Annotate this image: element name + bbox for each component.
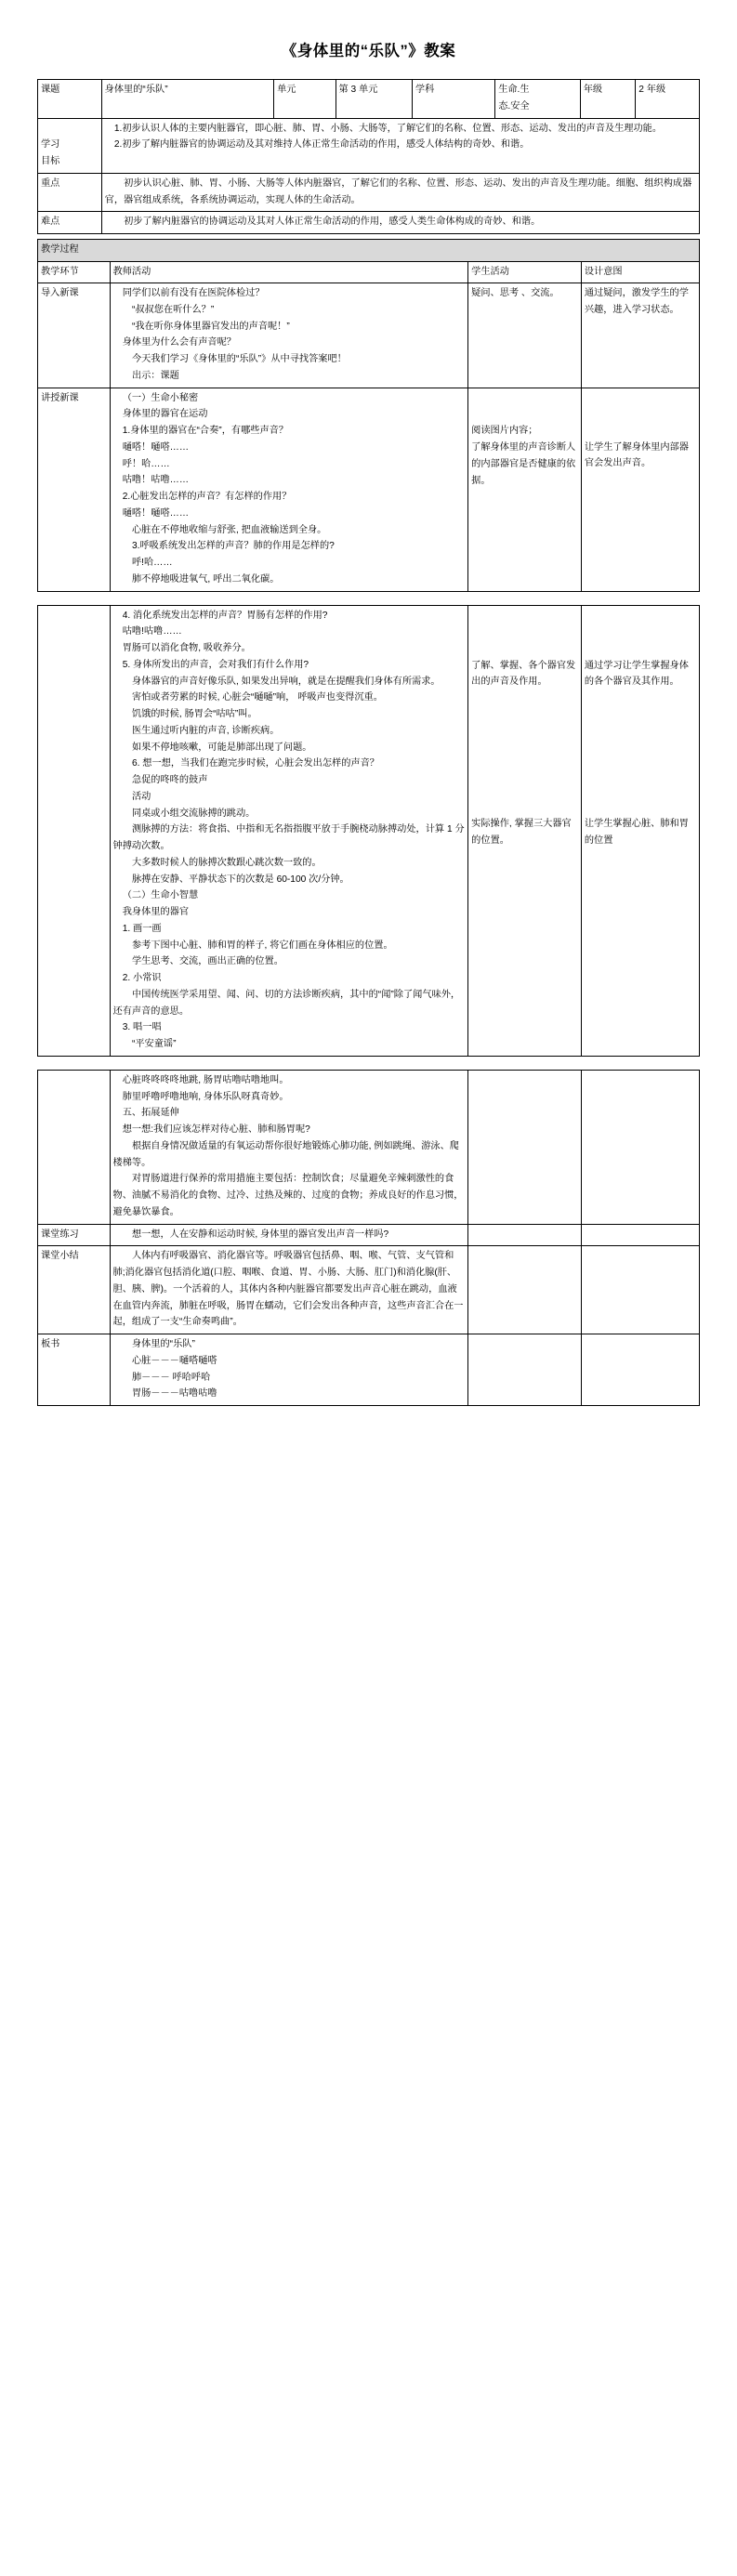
value-grade: 2 年级 xyxy=(636,80,700,119)
teacher-line: 如果不停地咳嗽，可能是肺部出现了问题。 xyxy=(131,742,312,753)
teacher-line: 1. 画一画 xyxy=(122,923,162,934)
teacher-line: 3.呼吸系统发出怎样的声音？肺的作用是怎样的? xyxy=(131,541,335,552)
intent-line: 让学生了解身体里内部器官会发出声音。 xyxy=(584,441,689,469)
page-break-2 xyxy=(37,1057,700,1070)
teacher-line: 害怕或者劳累的时候, 心脏会“嗵嗵”响， 呼吸声也变得沉重。 xyxy=(131,692,383,703)
teacher-line: 同桌或小组交流脉搏的跳动。 xyxy=(131,808,256,819)
teacher-line: 对胃肠道进行保养的常用措施主要包括：控制饮食；尽量避免辛辣刺激性的食物、油腻不易消化的食物、过冷、过热及辣的、过度的食物；养成良好的作息习惯，避免暴饮暴食。 xyxy=(112,1174,464,1217)
teacher-line: 身体里为什么会有声音呢？ xyxy=(122,337,236,348)
teacher-line: “平安童谣” xyxy=(131,1039,177,1050)
teacher-line: 想一想:我们应该怎样对待心脏、肺和肠胃呢? xyxy=(122,1124,310,1136)
table-row xyxy=(38,283,700,388)
teacher-line: 根据自身情况做适量的有氧运动帮你很好地锻炼心肺功能, 例如跳绳、游泳、爬楼梯等。 xyxy=(112,1140,459,1168)
teacher-line: 测脉搏的方法：将食指、中指和无名指指腹平放于手腕桡动脉搏动处，计算 1 分钟搏动次数。 xyxy=(112,824,465,852)
table-header-row xyxy=(38,261,700,283)
teacher-activity-teaching-1 xyxy=(110,388,468,591)
objective-item: 2.初步了解内脏器官的协调运动及其对维持人体正常生命活动的作用，感受人体结构的奇妙、和谐。 xyxy=(113,139,530,151)
classroom-summary-cell xyxy=(110,1246,468,1334)
teaching-process-table-part1 xyxy=(37,239,700,592)
teacher-line: 2.心脏发出怎样的声音？有怎样的作用？ xyxy=(122,492,292,503)
label-topic: 课题 xyxy=(38,80,102,119)
teacher-line: “我在听你身体里器官发出的声音呢！” xyxy=(131,321,290,332)
board-line: 身体里的“乐队” xyxy=(131,1339,195,1350)
intent-line: 让学生掌握心脏、肺和胃的位置 xyxy=(584,818,689,846)
teacher-line: 出示：课题 xyxy=(131,370,179,381)
teaching-process-table-part2 xyxy=(37,605,700,1057)
teacher-line: 2. 小常识 xyxy=(122,973,162,984)
difficulty-text: 初步了解内脏器官的协调运动及其对人体正常生命活动的作用，感受人类生命体构成的奇妙、和谐。 xyxy=(124,217,541,228)
teacher-line: 身体器官的声音好像乐队, 如果发出异响，就是在提醒我们身体有所需求。 xyxy=(131,676,441,687)
teacher-activity-page2 xyxy=(110,605,468,1056)
table-row xyxy=(38,1070,700,1224)
teacher-line: 咕噜!咕噜…… xyxy=(122,626,182,637)
table-row xyxy=(38,605,700,1056)
teacher-line: “叔叔您在听什么？” xyxy=(131,304,215,315)
student-activity-page2 xyxy=(468,605,582,1056)
teacher-line: 胃肠可以消化食物, 吸收养分。 xyxy=(122,643,251,654)
page-title: 《身体里的“乐队”》教案 xyxy=(281,43,456,59)
teacher-line: 中国传统医学采用望、闻、问、切的方法诊断疾病，其中的“闻”除了闻气味外，还有声音的意思。 xyxy=(112,989,461,1017)
student-activity-practice xyxy=(468,1224,582,1246)
column-header-intent: 设计意图 xyxy=(581,261,699,283)
value-subject-line2: 态.安全 xyxy=(498,100,530,112)
teacher-line: 肺里呼噜呼噜地响, 身体乐队呀真奇妙。 xyxy=(122,1091,289,1102)
teacher-activity-page3 xyxy=(110,1070,468,1224)
student-line: 疑问、思考 、交流。 xyxy=(471,288,559,299)
board-line: 胃肠－－－咕噜咕噜 xyxy=(131,1388,217,1400)
student-activity-board xyxy=(468,1334,582,1406)
label-subject: 学科 xyxy=(412,80,494,119)
design-intent-page2 xyxy=(581,605,699,1056)
column-header-teacher: 教师活动 xyxy=(110,261,468,283)
teaching-process-table-part3 xyxy=(37,1070,700,1406)
teacher-line: 呼！哈…… xyxy=(122,458,170,469)
teacher-line: 活动 xyxy=(131,791,151,802)
table-row xyxy=(38,212,700,234)
stage-label-intro: 导入新课 xyxy=(38,283,111,388)
table-row xyxy=(38,80,700,119)
label-objectives-line1: 学习 xyxy=(41,139,60,151)
table-row xyxy=(38,1224,700,1246)
table-row xyxy=(38,240,700,262)
table-row xyxy=(38,388,700,591)
table-row xyxy=(38,1246,700,1334)
difficulty-cell xyxy=(101,212,699,234)
teacher-line: 3. 唱一唱 xyxy=(122,1022,162,1033)
teacher-line: 4. 消化系统发出怎样的声音？胃肠有怎样的作用? xyxy=(122,610,328,621)
teacher-line: 1.身体里的器官在“合奏”，有哪些声音？ xyxy=(122,426,289,437)
teacher-line: 参考下图中心脏、肺和胃的样子, 将它们画在身体相应的位置。 xyxy=(131,940,393,951)
design-intent-page3 xyxy=(581,1070,699,1224)
teacher-line: 6. 想一想，当我们在跑完步时候，心脏会发出怎样的声音？ xyxy=(131,758,379,769)
student-activity-page3 xyxy=(468,1070,582,1224)
teacher-line: 急促的咚咚的鼓声 xyxy=(131,775,208,786)
blackboard-design-cell xyxy=(110,1334,468,1406)
design-intent-teaching-1 xyxy=(581,388,699,591)
teacher-line: 饥饿的时候, 肠胃会“咕咕”叫。 xyxy=(131,709,257,720)
teacher-line: （二）生命小智慧 xyxy=(122,890,199,901)
summary-line: 人体内有呼吸器官、消化器官等。呼吸器官包括鼻、咽、喉、气管、支气管和肺;消化器官包括消化道(口腔、咽喉、食道、胃、小肠、大肠、肛门)和消化腺(肝、胆、胰、脾)。一个活着的人，其体内各种内脏器官都要发出声音心脏在跳动，血液在血管内奔流，肺脏在呼吸，肠胃在蠕动，它们会发出各种声音，这些声音汇合在一起，组成了一支“生命奏鸣曲”。 xyxy=(112,1251,464,1328)
key-points-text: 初步认识心脏、肺、胃、小肠、大肠等人体内脏器官，了解它们的名称、位置、形态、运动、发出的声音及生理功能。细胞、组织构成器官，器官组成系统，各系统协调运动，实现人体的生命活动。 xyxy=(104,177,692,205)
lesson-info-table xyxy=(37,79,700,234)
student-line: 了解、掌握、各个器官发出的声音及作用。 xyxy=(471,660,576,688)
teacher-line: 医生通过听内脏的声音, 诊断疾病。 xyxy=(131,725,280,736)
classroom-practice-cell xyxy=(110,1224,468,1246)
stage-label-teaching: 讲授新课 xyxy=(38,388,111,591)
teacher-line: 嗵嗒！嗵嗒…… xyxy=(122,441,190,453)
table-row xyxy=(38,118,700,173)
practice-line: 想一想，人在安静和运动时候, 身体里的器官发出声音一样吗? xyxy=(131,1229,389,1240)
teacher-line: 学生思考、交流，画出正确的位置。 xyxy=(131,956,283,967)
student-activity-summary xyxy=(468,1246,582,1334)
teacher-line: 肺不停地吸进氧气, 呼出二氧化碳。 xyxy=(131,573,280,585)
value-subject-line1: 生命.生 xyxy=(498,85,530,96)
objectives-cell xyxy=(101,118,699,173)
student-line: 阅读图片内容； xyxy=(471,426,538,437)
teacher-line: 我身体里的器官 xyxy=(122,907,190,918)
teacher-activity-intro xyxy=(110,283,468,388)
label-difficulty: 难点 xyxy=(38,212,102,234)
board-line: 肺－－－ 呼哈呼哈 xyxy=(131,1372,211,1383)
teacher-line: （一）生命小秘密 xyxy=(122,392,199,403)
intent-line: 通过学习让学生掌握身体的各个器官及其作用。 xyxy=(584,660,689,688)
stage-label-summary: 课堂小结 xyxy=(38,1246,111,1334)
teacher-line: 同学们以前有没有在医院体检过？ xyxy=(122,288,265,299)
teacher-line: 五、拓展延伸 xyxy=(122,1108,179,1119)
stage-label-continued xyxy=(38,605,111,1056)
stage-label-board: 板书 xyxy=(38,1334,111,1406)
teacher-line: 心脏在不停地收缩与舒张, 把血液输送到全身。 xyxy=(131,524,327,535)
value-unit: 第 3 单元 xyxy=(336,80,412,119)
intent-line: 通过疑问，激发学生的学兴趣，进入学习状态。 xyxy=(584,288,689,315)
teacher-line: 5. 身体所发出的声音，会对我们有什么作用? xyxy=(122,659,309,670)
stage-label-practice: 课堂练习 xyxy=(38,1224,111,1246)
key-points-cell xyxy=(101,173,699,212)
design-intent-intro xyxy=(581,283,699,388)
label-objectives xyxy=(38,118,102,173)
label-objectives-line2: 目标 xyxy=(41,156,60,167)
teacher-line: 大多数时候人的脉搏次数跟心跳次数一致的。 xyxy=(131,857,322,868)
board-line: 心脏－－－嗵嗒嗵嗒 xyxy=(131,1355,217,1366)
column-header-student: 学生活动 xyxy=(468,261,582,283)
label-unit: 单元 xyxy=(274,80,336,119)
design-intent-board xyxy=(581,1334,699,1406)
label-key-points: 重点 xyxy=(38,173,102,212)
student-activity-teaching-1 xyxy=(468,388,582,591)
teacher-line: 今天我们学习《身体里的“乐队”》从中寻找答案吧！ xyxy=(131,354,347,365)
design-intent-summary xyxy=(581,1246,699,1334)
teacher-line: 心脏咚咚咚咚地跳, 肠胃咕噜咕噜地叫。 xyxy=(122,1074,289,1085)
label-grade: 年级 xyxy=(580,80,636,119)
teacher-line: 嗵嗒！嗵嗒…… xyxy=(122,507,190,519)
student-line: 了解身体里的声音诊断人的内部器官是否健康的依据。 xyxy=(471,442,576,486)
page-break-1 xyxy=(37,592,700,605)
teacher-line: 咕噜！咕噜…… xyxy=(122,475,190,486)
teacher-line: 身体里的器官在运动 xyxy=(122,409,208,420)
design-intent-practice xyxy=(581,1224,699,1246)
value-topic: 身体里的“乐队” xyxy=(101,80,273,119)
stage-label-continued-2 xyxy=(38,1070,111,1224)
value-subject xyxy=(495,80,581,119)
column-header-stage: 教学环节 xyxy=(38,261,111,283)
process-band-title: 教学过程 xyxy=(38,240,700,262)
student-activity-intro xyxy=(468,283,582,388)
table-row xyxy=(38,173,700,212)
student-line: 实际操作, 掌握三大器官的位置。 xyxy=(471,818,572,846)
table-row xyxy=(38,1334,700,1406)
objective-item: 1.初步认识人体的主要内脏器官，即心脏、肺、胃、小肠、大肠等，了解它们的名称、位置、形态、运动、发出的声音及生理功能。 xyxy=(113,123,663,134)
teacher-line: 呼!哈…… xyxy=(131,558,173,569)
teacher-line: 脉搏在安静、平静状态下的次数是 60-100 次/分钟。 xyxy=(131,874,349,885)
